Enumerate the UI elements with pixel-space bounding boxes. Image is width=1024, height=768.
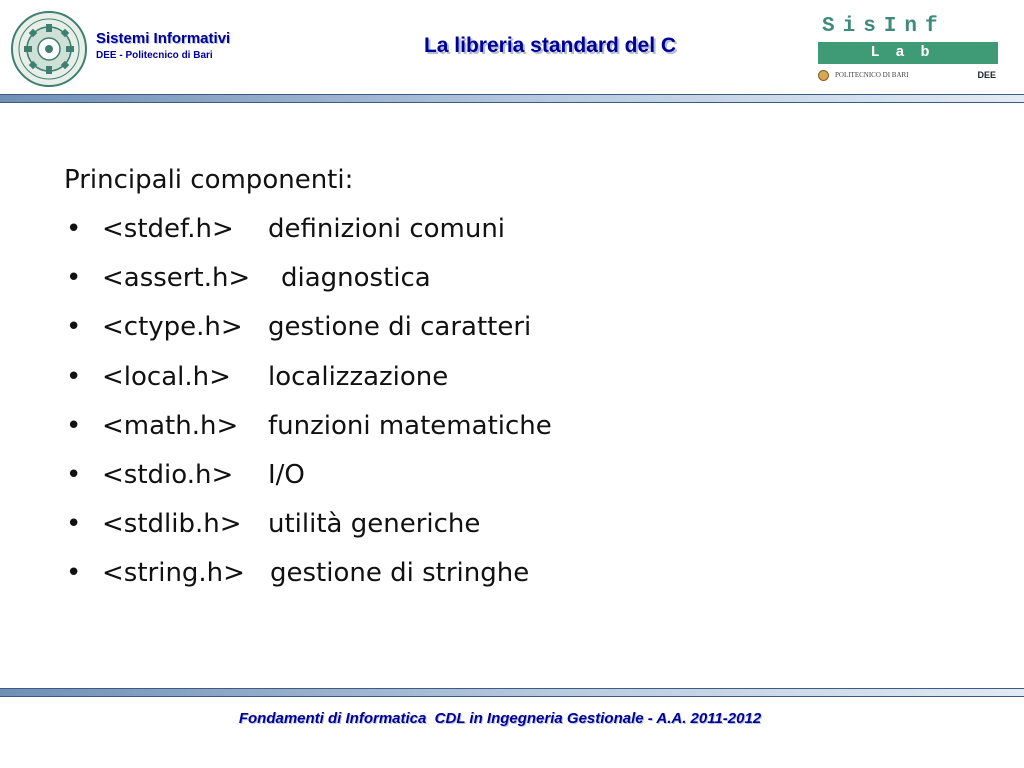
- header-file-name: <stdio.h>: [102, 459, 234, 490]
- list-item: [64, 455, 964, 504]
- bullet-icon: •: [66, 214, 82, 244]
- header-file-description: definizioni comuni: [268, 214, 506, 244]
- politecnico-seal-icon: [10, 10, 88, 88]
- header-file-description: gestione di stringhe: [270, 558, 530, 589]
- mini-seal-icon: [818, 70, 829, 81]
- bullet-icon: •: [66, 459, 82, 490]
- header-file-name: <ctype.h>: [102, 312, 243, 343]
- footer-divider: [0, 688, 1024, 697]
- org-subtitle: DEE - Politecnico di Bari: [96, 50, 213, 61]
- lab-logo-footer-right: DEE: [977, 70, 996, 80]
- slide-content: [64, 160, 964, 603]
- list-item: [64, 406, 964, 455]
- header-file-description: diagnostica: [281, 263, 431, 294]
- header-file-description: localizzazione: [268, 361, 449, 392]
- slide-header: [0, 0, 1024, 104]
- bullet-icon: •: [66, 410, 82, 441]
- org-title: Sistemi Informativi: [96, 30, 231, 47]
- header-file-name: <stdlib.h>: [102, 509, 242, 540]
- header-file-description: funzioni matematiche: [268, 410, 552, 441]
- content-intro: Principali componenti:: [64, 165, 354, 195]
- list-item: [64, 504, 964, 553]
- lab-logo-top-text: SisInf: [822, 15, 946, 38]
- slide-title: La libreria standard del C: [423, 34, 677, 57]
- header-file-name: <math.h>: [102, 410, 239, 441]
- header-file-name: <string.h>: [102, 558, 245, 589]
- bullet-icon: •: [66, 361, 82, 392]
- list-item: [64, 258, 964, 307]
- list-item: [64, 307, 964, 356]
- bullet-icon: •: [66, 312, 82, 343]
- list-item: [64, 357, 964, 406]
- header-file-description: gestione di caratteri: [268, 312, 532, 343]
- header-file-description: utilità generiche: [268, 509, 481, 540]
- header-file-name: <assert.h>: [102, 263, 251, 294]
- lab-logo-footer: [818, 68, 998, 82]
- bullet-icon: •: [66, 509, 82, 540]
- header-file-name: <stdef.h>: [102, 214, 234, 244]
- header-file-description: I/O: [268, 459, 305, 490]
- bullet-icon: •: [66, 558, 82, 589]
- lab-logo-bar-text: Lab: [818, 42, 998, 64]
- list-item: [64, 209, 964, 258]
- component-list: [64, 209, 964, 603]
- lab-logo-footer-left: POLITECNICO DI BARI: [835, 71, 909, 79]
- header-file-name: <local.h>: [102, 361, 231, 392]
- slide-footer: Fondamenti di Informatica CDL in Ingegneria Gestionale - A.A. 2011-2012: [238, 710, 762, 727]
- list-item: [64, 553, 964, 602]
- sisinf-lab-logo: [818, 14, 998, 84]
- header-divider: [0, 94, 1024, 103]
- bullet-icon: •: [66, 263, 82, 294]
